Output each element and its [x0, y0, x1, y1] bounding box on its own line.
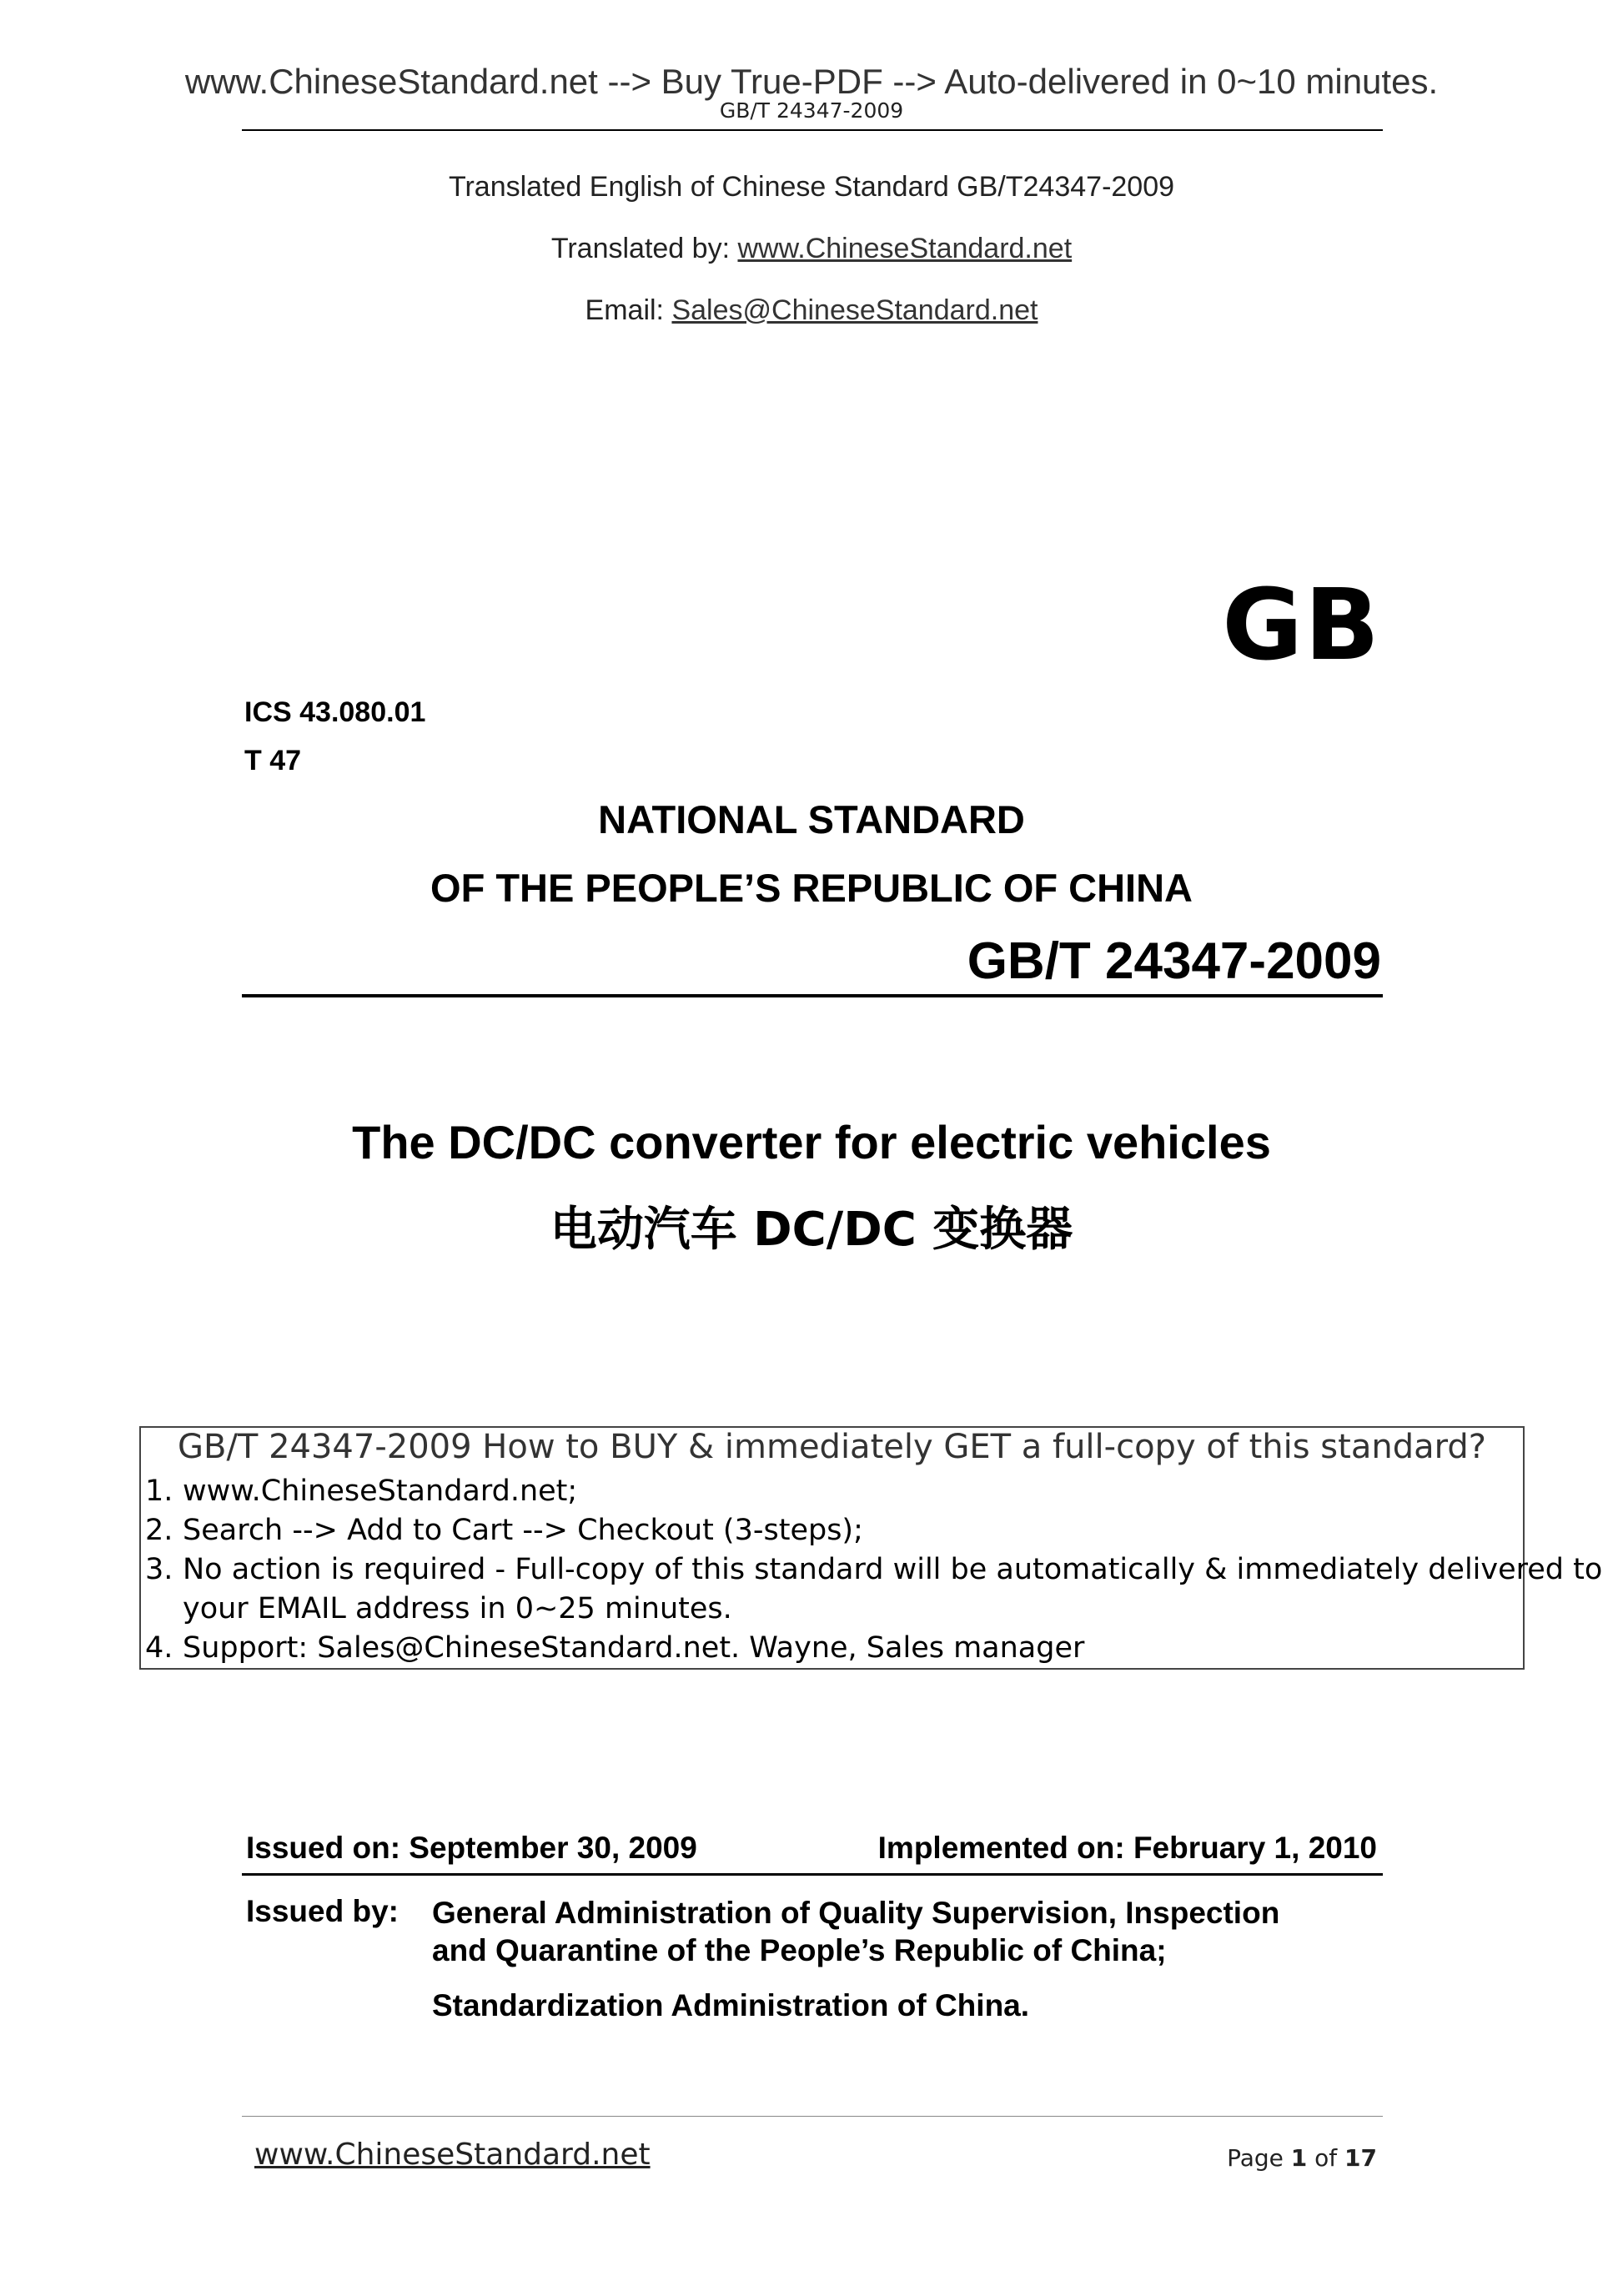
footer-divider — [242, 2116, 1383, 2117]
classification-code: T 47 — [244, 745, 302, 776]
gb-logo: GB — [1222, 567, 1381, 682]
national-standard-title: NATIONAL STANDARD — [598, 797, 1025, 842]
buy-step-number: 4. — [145, 1631, 173, 1665]
implemented-on-date: Implemented on: February 1, 2010 — [877, 1831, 1377, 1865]
republic-title: OF THE PEOPLE’S REPUBLIC OF CHINA — [430, 866, 1193, 910]
header-standard-code: GB/T 24347-2009 — [719, 98, 904, 123]
buy-step-number: 1. — [145, 1475, 173, 1508]
buy-heading: GB/T 24347-2009 How to BUY & immediately GET a full-copy of this standard? — [178, 1428, 1486, 1466]
buy-info-box — [139, 1426, 1603, 1670]
issuer-line: Standardization Administration of China. — [432, 1988, 1030, 2022]
buy-step-text: your EMAIL address in 0~25 minutes. — [183, 1592, 732, 1625]
issuer-line: and Quarantine of the People’s Republic of China; — [432, 1933, 1167, 1967]
buy-step-text[interactable]: www.ChineseStandard.net; — [183, 1475, 578, 1508]
translated-by — [0, 233, 1623, 265]
email-link[interactable]: Sales@ChineseStandard.net — [671, 294, 1038, 326]
top-banner: www.ChineseStandard.net --> Buy True-PDF --> Auto-delivered in 0~10 minutes. — [184, 62, 1439, 101]
translation-email — [0, 294, 1623, 327]
issued-on-date: Issued on: September 30, 2009 — [246, 1831, 697, 1865]
buy-step-text: No action is required - Full-copy of this standard will be automatically & immediately delivered to — [183, 1553, 1603, 1586]
buy-step-number: 2. — [145, 1514, 173, 1547]
buy-step — [145, 1514, 863, 1547]
buy-step — [145, 1553, 1602, 1586]
buy-step — [145, 1631, 1084, 1665]
title-divider — [242, 994, 1383, 997]
ics-code: ICS 43.080.01 — [244, 696, 426, 728]
page-total: 17 — [1344, 2144, 1377, 2172]
translated-by-link[interactable]: www.ChineseStandard.net — [737, 233, 1073, 264]
buy-step-text: Search --> Add to Cart --> Checkout (3-steps); — [183, 1514, 863, 1547]
page-of: of — [1307, 2144, 1345, 2172]
buy-step-text: Support: Sales@ChineseStandard.net. Wayne, Sales manager — [183, 1631, 1085, 1665]
email-label: Email: — [585, 294, 672, 326]
english-title: The DC/DC converter for electric vehicles — [352, 1116, 1271, 1168]
footer-link[interactable]: www.ChineseStandard.net — [254, 2138, 651, 2172]
translated-by-label: Translated by: — [550, 233, 738, 264]
page-current: 1 — [1290, 2144, 1308, 2172]
page-label: Page — [1227, 2144, 1291, 2172]
buy-step — [145, 1475, 577, 1508]
chinese-title: 电动汽车 DC/DC 变换器 — [550, 1203, 1073, 1257]
buy-step-number: 3. — [145, 1553, 173, 1586]
standard-number: GB/T 24347-2009 — [967, 932, 1381, 990]
page-number — [1227, 2144, 1377, 2172]
issued-by-label: Issued by: — [246, 1894, 399, 1928]
header-divider — [242, 129, 1383, 131]
issue-divider — [242, 1873, 1383, 1876]
issuer-line: General Administration of Quality Supervision, Inspection — [432, 1896, 1280, 1930]
translation-title: Translated English of Chinese Standard GB/T24347-2009 — [448, 171, 1175, 203]
buy-step-continuation — [183, 1592, 732, 1625]
